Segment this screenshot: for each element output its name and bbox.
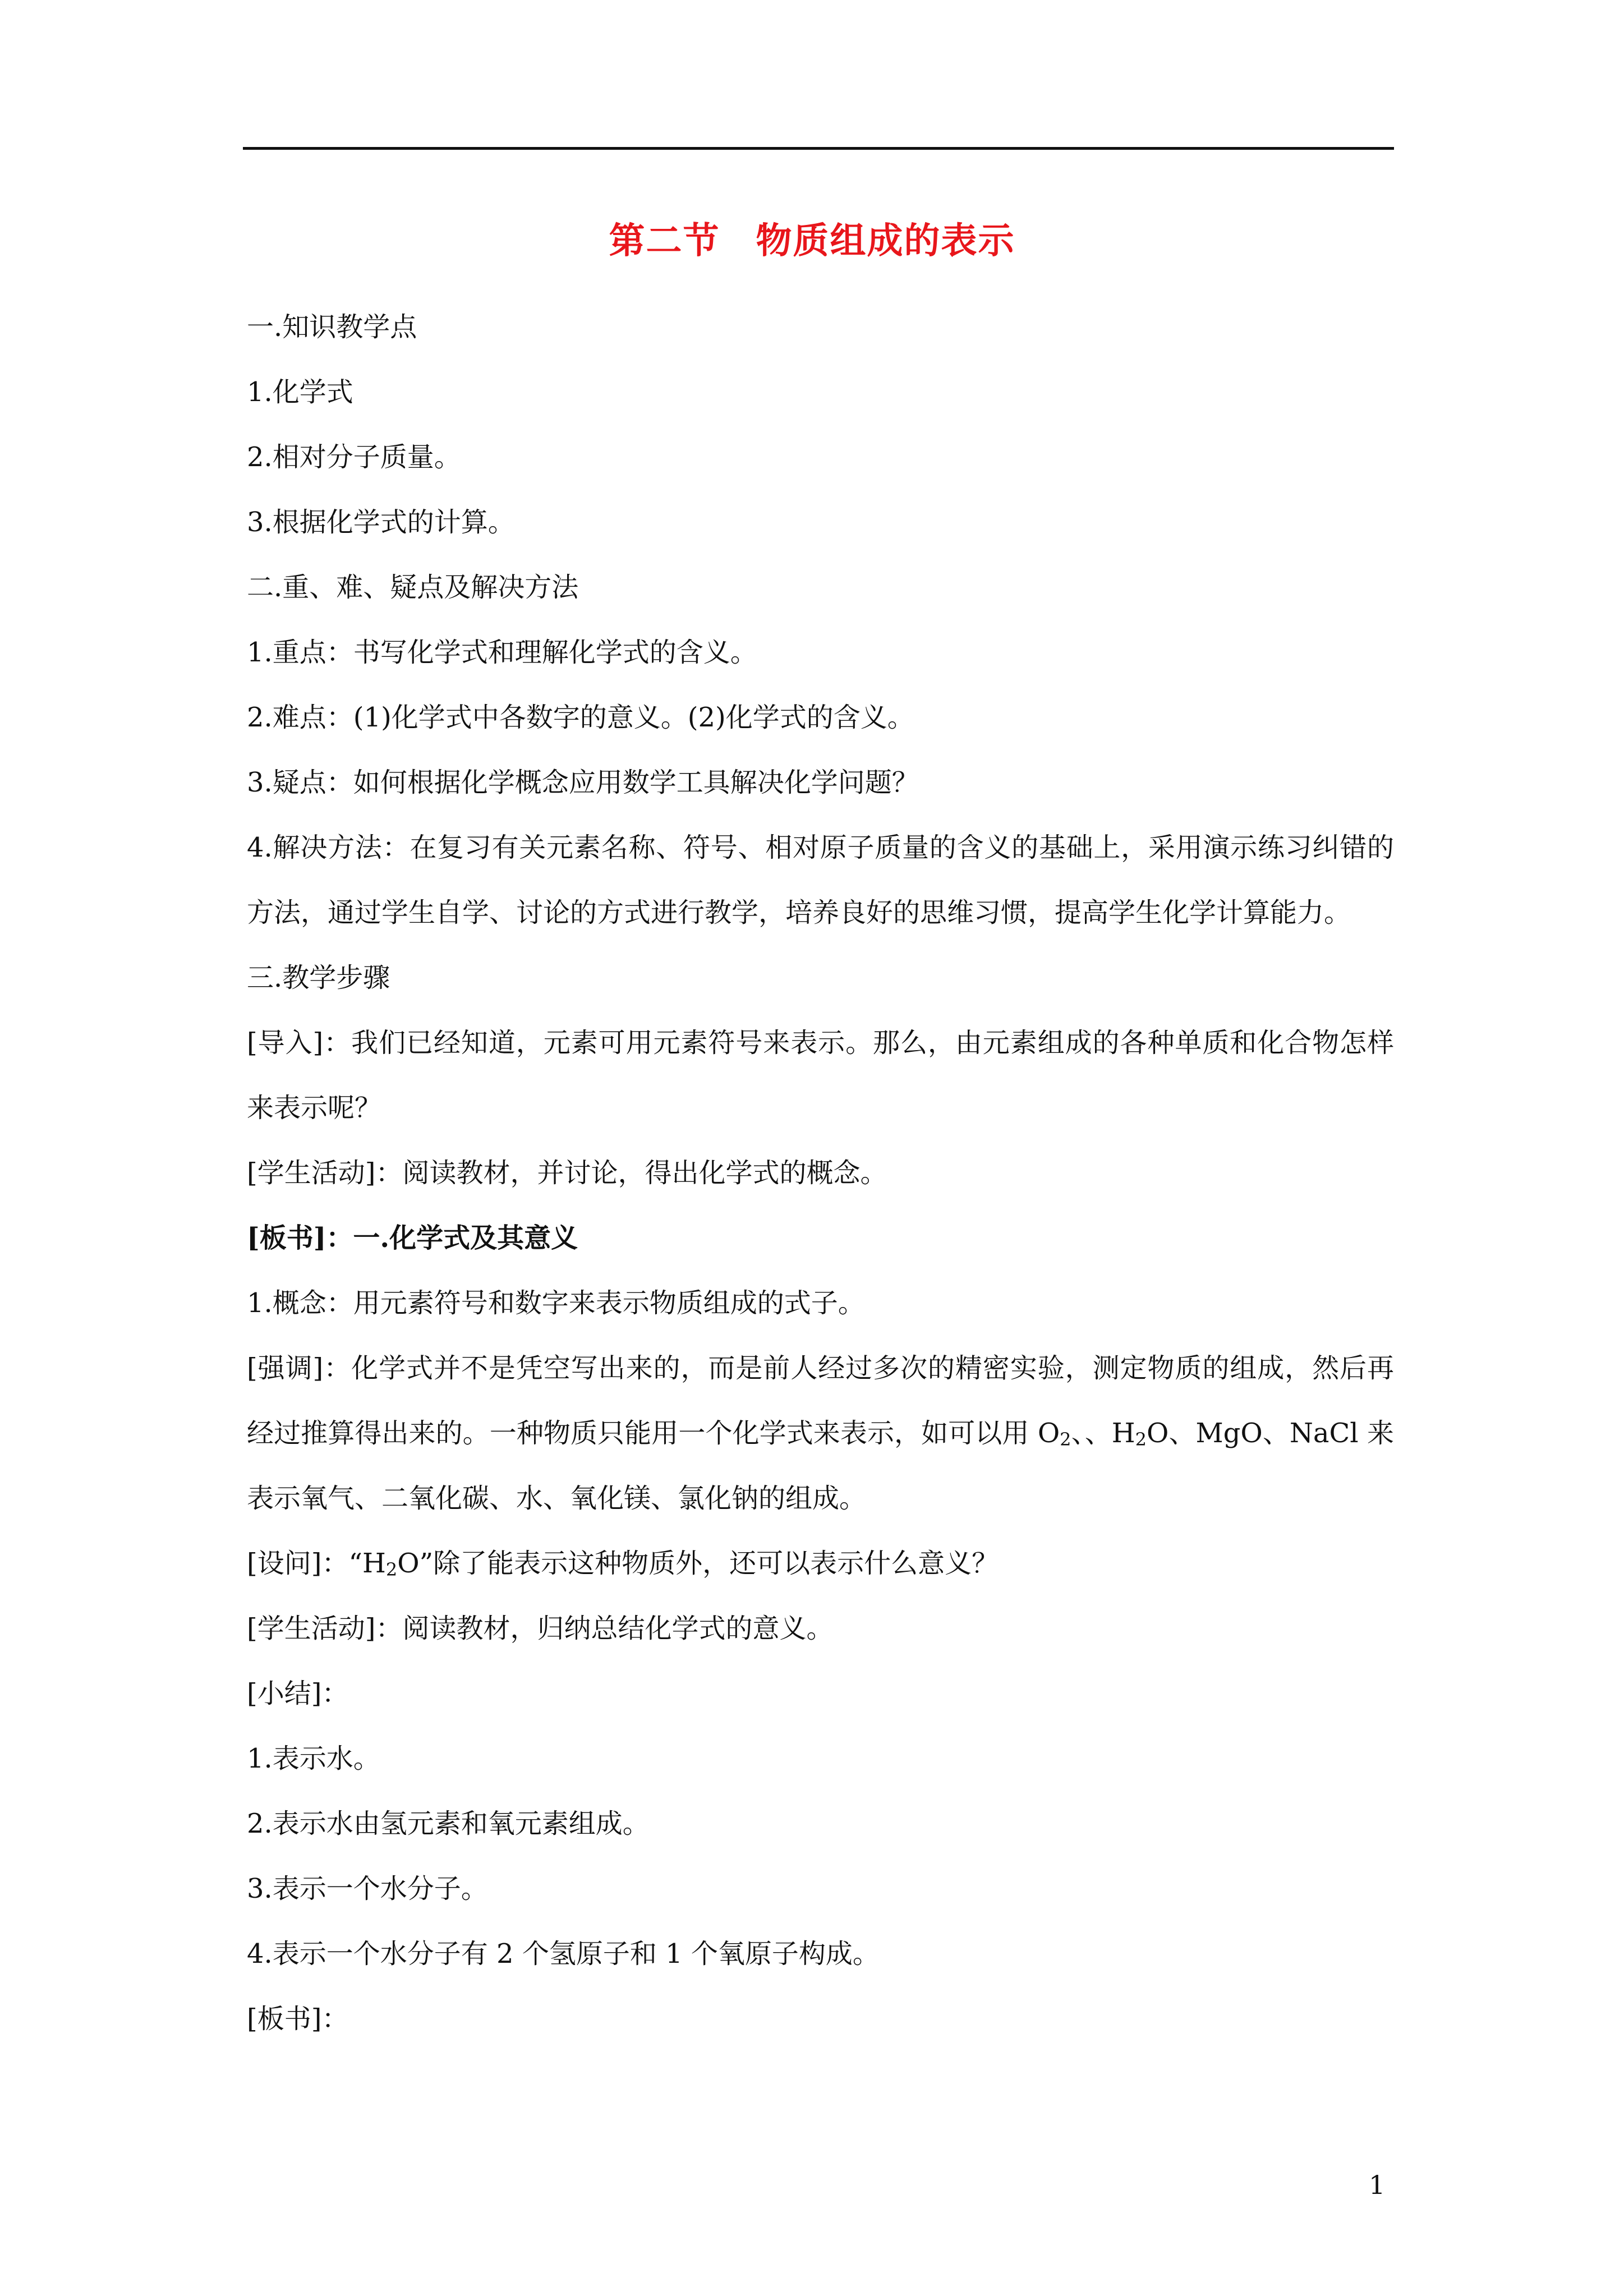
heading-teaching-steps: 三.教学步骤	[247, 962, 390, 993]
list-item: [小结]：	[247, 1678, 349, 1709]
list-item: 2.相对分子质量。	[247, 441, 461, 473]
list-item: [板书]：	[247, 2003, 349, 2035]
paragraph-solution: 4.解决方法：在复习有关元素名称、符号、相对原子质量的含义的基础上，采用演示练习纠错的方法，通过学生自学、讨论的方式进行教学，培养良好的思维习惯，提高学生化学计算能力。	[247, 832, 1394, 928]
document-body	[247, 295, 1394, 2051]
list-item: 1.化学式	[247, 376, 353, 408]
list-item: 3.疑点：如何根据化学概念应用数学工具解决化学问题？	[247, 767, 919, 798]
header-rule	[243, 147, 1394, 150]
list-item: 1.重点：书写化学式和理解化学式的含义。	[247, 637, 757, 668]
list-item: 1.概念：用元素符号和数字来表示物质组成的式子。	[247, 1287, 865, 1319]
board-heading: [板书]：一.化学式及其意义	[247, 1222, 578, 1254]
paragraph-intro: [导入]：我们已经知道，元素可用元素符号来表示。那么，由元素组成的各种单质和化合物怎样来表示呢？	[247, 1027, 1394, 1124]
heading-knowledge-points: 一.知识教学点	[247, 311, 417, 343]
list-item: 1.表示水。	[247, 1743, 380, 1774]
title-topic: 物质组成的表示	[756, 220, 1015, 262]
page-title	[0, 212, 1624, 264]
title-section: 第二节	[609, 220, 720, 262]
paragraph-emphasis: [强调]：化学式并不是凭空写出来的，而是前人经过多次的精密实验，测定物质的组成，然后再经过推算得出来的。一种物质只能用一个化学式来表示，如可以用 $O_2$、、$H_2O$、MgO、NaCl 来表示氧气、二氧化碳、水、氧化镁、氯化钠的组成。	[247, 1352, 1394, 1514]
list-item: 3.根据化学式的计算。	[247, 507, 515, 538]
list-item: 3.表示一个水分子。	[247, 1873, 488, 1904]
heading-key-points: 二.重、难、疑点及解决方法	[247, 572, 579, 603]
list-item: [学生活动]：阅读教材，并讨论，得出化学式的概念。	[247, 1157, 887, 1189]
list-item: 2.表示水由氢元素和氧元素组成。	[247, 1808, 650, 1839]
list-item: 2.难点：(1)化学式中各数字的意义。(2)化学式的含义。	[247, 702, 914, 733]
list-item: 4.表示一个水分子有 2 个氢原子和 1 个氧原子构成。	[247, 1938, 880, 1970]
page-number: 1	[1369, 2170, 1386, 2200]
question-line: [设问]：“$H_2O$”除了能表示这种物质外，还可以表示什么意义？	[247, 1548, 999, 1580]
list-item: [学生活动]：阅读教材，归纳总结化学式的意义。	[247, 1613, 834, 1644]
